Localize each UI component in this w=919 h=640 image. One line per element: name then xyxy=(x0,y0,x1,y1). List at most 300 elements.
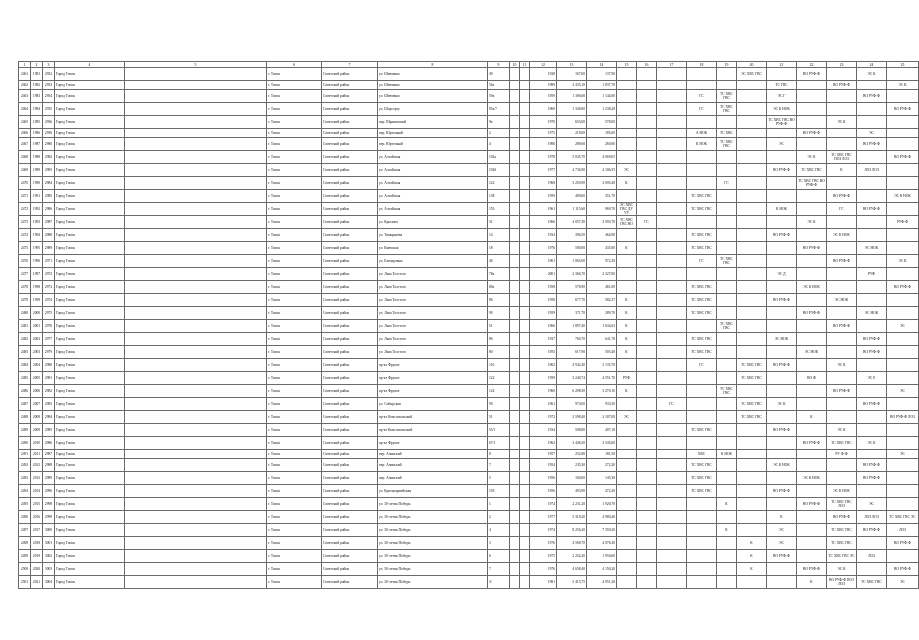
table-cell xyxy=(827,281,857,294)
table-cell: Город Томск xyxy=(55,372,125,385)
table-cell xyxy=(520,255,530,268)
table-cell: ЭС Д xyxy=(767,268,797,281)
table-cell xyxy=(797,511,827,524)
table-cell: 4 xyxy=(488,138,510,151)
table-cell: ТС ХВС ГВС xyxy=(687,229,717,242)
table-cell: 2986 xyxy=(43,203,55,216)
table-cell: ТС ХВС ГВС xyxy=(717,138,737,151)
table-cell xyxy=(125,511,267,524)
table-cell xyxy=(617,563,637,576)
table-cell: 578,00 xyxy=(587,116,617,129)
table-cell: К xyxy=(717,524,737,537)
table-row xyxy=(19,138,919,151)
table-cell: 2989 xyxy=(43,242,55,255)
table-cell: 124 xyxy=(488,385,510,398)
table-cell xyxy=(687,116,717,129)
table-cell xyxy=(887,333,919,346)
table-cell: ВО РУФ-Ф xyxy=(857,346,887,359)
table-cell xyxy=(510,424,520,437)
table-cell xyxy=(125,81,267,90)
table-cell: Город Томск xyxy=(55,537,125,550)
table-cell: 2987 xyxy=(43,216,55,229)
table-row xyxy=(19,268,919,281)
table-cell xyxy=(887,294,919,307)
table-cell: 2983 xyxy=(43,164,55,177)
table-cell xyxy=(510,307,520,320)
table-cell: 67/1 xyxy=(488,437,510,450)
table-cell: ТС ХВС ГВС xyxy=(687,424,717,437)
table-cell: 181,50 xyxy=(587,450,617,459)
table-cell: Советский район xyxy=(322,563,378,576)
table-cell xyxy=(687,177,717,190)
table-cell: 55/1 xyxy=(488,424,510,437)
table-cell: 102б xyxy=(488,164,510,177)
table-cell: Город Томск xyxy=(55,151,125,164)
table-cell xyxy=(520,281,530,294)
table-cell: ЭС xyxy=(887,385,919,398)
table-cell: ТС ХВС ГВС xyxy=(687,242,717,255)
table-cell xyxy=(520,424,530,437)
table-cell: ЭС К НОК xyxy=(767,459,797,472)
table-cell: 2497 xyxy=(19,524,31,537)
table-cell: 1996 xyxy=(31,255,43,268)
table-cell: Город Томск xyxy=(55,450,125,459)
table-cell xyxy=(737,177,767,190)
table-row xyxy=(19,242,919,255)
table-cell: 2482 xyxy=(19,333,31,346)
table-cell: пр-кт Фрунзе xyxy=(378,437,488,450)
table-cell: Советский район xyxy=(322,385,378,398)
table-cell: г. Томск xyxy=(267,511,322,524)
table-cell xyxy=(737,103,767,116)
table-cell: К xyxy=(767,511,797,524)
table-cell: 2478 xyxy=(19,281,31,294)
table-cell xyxy=(125,576,267,589)
table-cell: ЭС xyxy=(887,576,919,589)
table-cell: ВО РУФ-Ф xyxy=(887,151,919,164)
table-cell: 2009 xyxy=(31,424,43,437)
table-cell: ЭС К xyxy=(887,255,919,268)
table-cell: ул. Тимирязева xyxy=(378,229,488,242)
table-cell: Город Томск xyxy=(55,511,125,524)
table-cell: К xyxy=(737,563,767,576)
table-cell xyxy=(827,398,857,411)
table-cell xyxy=(687,385,717,398)
table-cell: г. Томск xyxy=(267,537,322,550)
table-cell: Советский район xyxy=(322,437,378,450)
table-cell xyxy=(125,190,267,203)
table-cell xyxy=(887,372,919,385)
table-cell: ЭС К НОК xyxy=(767,103,797,116)
table-cell: 1975 xyxy=(530,129,557,138)
table-cell: 2983 xyxy=(43,398,55,411)
table-cell xyxy=(827,472,857,485)
table-cell xyxy=(637,459,657,472)
table-cell xyxy=(827,216,857,229)
table-cell xyxy=(125,437,267,450)
table-cell xyxy=(510,485,520,498)
table-cell: 90 xyxy=(488,398,510,411)
table-cell xyxy=(520,563,530,576)
table-cell: Советский район xyxy=(322,81,378,90)
table-cell xyxy=(657,385,687,398)
table-cell xyxy=(657,294,687,307)
table-row xyxy=(19,411,919,424)
table-cell xyxy=(637,485,657,498)
table-cell: г. Томск xyxy=(267,498,322,511)
table-cell: 2 366,70 xyxy=(557,268,587,281)
table-cell xyxy=(617,498,637,511)
column-number: 8 xyxy=(378,62,488,68)
table-cell xyxy=(737,320,767,333)
table-cell: 1985 xyxy=(31,116,43,129)
table-cell xyxy=(717,268,737,281)
table-cell: г. Томск xyxy=(267,103,322,116)
table-cell: ГС xyxy=(827,203,857,216)
table-cell: ул. Сибирская xyxy=(378,398,488,411)
table-cell xyxy=(125,537,267,550)
table-cell: 760,70 xyxy=(557,333,587,346)
table-cell xyxy=(737,307,767,320)
table-cell: 1962 xyxy=(530,359,557,372)
table-cell: 1969 xyxy=(530,103,557,116)
table-cell: 1991 xyxy=(31,190,43,203)
table-cell xyxy=(510,333,520,346)
table-cell xyxy=(827,346,857,359)
table-cell: Город Томск xyxy=(55,229,125,242)
table-cell: 4 xyxy=(488,524,510,537)
table-cell: ТС ХВС ГВС xyxy=(687,281,717,294)
table-cell xyxy=(767,450,797,459)
table-cell xyxy=(767,385,797,398)
table-cell: 2004 xyxy=(31,359,43,372)
table-cell: Советский район xyxy=(322,537,378,550)
table-cell: г. Томск xyxy=(267,177,322,190)
table-cell xyxy=(797,524,827,537)
table-cell: 396,50 xyxy=(557,229,587,242)
table-cell: 1989 xyxy=(530,81,557,90)
table-cell xyxy=(125,103,267,116)
table-cell: Советский район xyxy=(322,550,378,563)
table-cell xyxy=(887,472,919,485)
table-cell xyxy=(737,424,767,437)
table-cell xyxy=(717,372,737,385)
table-cell xyxy=(125,255,267,268)
table-cell xyxy=(617,450,637,459)
table-cell xyxy=(125,116,267,129)
table-cell xyxy=(657,498,687,511)
table-cell xyxy=(797,255,827,268)
table-cell: 582,37 xyxy=(587,294,617,307)
table-cell xyxy=(657,437,687,450)
table-cell xyxy=(767,281,797,294)
table-cell: К xyxy=(797,411,827,424)
table-cell: 2463 xyxy=(19,90,31,103)
table-row xyxy=(19,563,919,576)
column-number: 15 xyxy=(617,62,637,68)
table-cell: 2 598,40 xyxy=(557,411,587,424)
table-cell xyxy=(717,411,737,424)
table-cell: 2001 xyxy=(530,268,557,281)
table-cell xyxy=(510,498,520,511)
table-row xyxy=(19,498,919,511)
table-cell xyxy=(887,268,919,281)
table-cell: 2468 xyxy=(19,151,31,164)
table-cell xyxy=(637,576,657,589)
table-cell: ТС ХВС ГВС xyxy=(827,524,857,537)
table-cell: ВО РУФ-Ф xyxy=(797,498,827,511)
table-cell: 2495 xyxy=(19,498,31,511)
table-cell xyxy=(637,229,657,242)
table-cell: 2001 xyxy=(31,320,43,333)
table-cell: ул. 30-летия Победы xyxy=(378,563,488,576)
table-row xyxy=(19,424,919,437)
table-cell xyxy=(637,116,657,129)
table-cell: 2980 xyxy=(43,359,55,372)
table-cell: ТС ХВС ГВС xyxy=(717,385,737,398)
table-cell: ул. 30-летия Победы xyxy=(378,537,488,550)
table-row xyxy=(19,281,919,294)
table-cell xyxy=(657,216,687,229)
table-cell: 3 345,60 xyxy=(587,437,617,450)
table-cell xyxy=(510,268,520,281)
table-cell: ТС ХВС ГВС xyxy=(687,203,717,216)
table-cell: Советский район xyxy=(322,255,378,268)
table-cell: К НОК xyxy=(687,138,717,151)
table-cell: ВО РУФ-Ф xyxy=(767,294,797,307)
table-cell xyxy=(617,576,637,589)
table-cell xyxy=(657,190,687,203)
table-cell xyxy=(827,307,857,320)
table-cell: 972,20 xyxy=(587,255,617,268)
table-cell: ул. Алтайская xyxy=(378,203,488,216)
table-cell: К НОК xyxy=(767,203,797,216)
table-cell: г. Томск xyxy=(267,129,322,138)
table-cell xyxy=(520,242,530,255)
column-number: 12 xyxy=(530,62,557,68)
table-cell: ГС xyxy=(717,177,737,190)
table-cell xyxy=(657,524,687,537)
table-cell xyxy=(510,385,520,398)
table-cell xyxy=(827,90,857,103)
table-cell xyxy=(797,459,827,472)
table-cell: ул. Киевская xyxy=(378,242,488,255)
table-cell xyxy=(737,164,767,177)
table-cell: 435,00 xyxy=(587,242,617,255)
table-cell: 2981 xyxy=(43,372,55,385)
table-cell xyxy=(520,216,530,229)
table-cell: РУФ-Ф xyxy=(887,216,919,229)
table-cell xyxy=(827,138,857,151)
table-cell: 2499 xyxy=(19,550,31,563)
table-cell: ул. Льва Толстого xyxy=(378,294,488,307)
table-cell: 4 568,70 xyxy=(557,537,587,550)
table-cell: 1934 xyxy=(530,229,557,242)
table-cell xyxy=(887,485,919,498)
table-cell xyxy=(125,203,267,216)
table-cell: 2935 xyxy=(43,103,55,116)
table-row xyxy=(19,177,919,190)
table-cell xyxy=(520,320,530,333)
table-cell xyxy=(737,229,767,242)
table-row xyxy=(19,129,919,138)
table-cell xyxy=(637,563,657,576)
table-row xyxy=(19,203,919,216)
table-cell xyxy=(887,437,919,450)
table-cell: 1 920,70 xyxy=(587,498,617,511)
table-cell: 1 837,70 xyxy=(587,81,617,90)
table-row xyxy=(19,190,919,203)
table-cell xyxy=(637,537,657,550)
table-cell: ЭС ХВС ГВС xyxy=(737,68,767,81)
table-cell: 1966 xyxy=(530,216,557,229)
table-cell xyxy=(125,450,267,459)
table-cell: 1976 xyxy=(530,242,557,255)
table-cell xyxy=(637,346,657,359)
table-cell: Город Томск xyxy=(55,268,125,281)
table-cell xyxy=(637,372,657,385)
table-cell xyxy=(510,90,520,103)
table-row xyxy=(19,450,919,459)
table-cell xyxy=(637,450,657,459)
table-cell xyxy=(797,116,827,129)
table-cell xyxy=(617,472,637,485)
table-cell: ТС ХВС ГВС xyxy=(687,472,717,485)
table-cell xyxy=(887,459,919,472)
table-cell xyxy=(737,524,767,537)
table-cell: 1 897,40 xyxy=(557,320,587,333)
table-cell xyxy=(520,294,530,307)
table-cell: 1966 xyxy=(530,320,557,333)
table-cell xyxy=(617,459,637,472)
table-cell xyxy=(857,359,887,372)
table-cell: 1994 xyxy=(31,229,43,242)
table-cell: 1958 xyxy=(530,294,557,307)
table-cell: 9а xyxy=(488,116,510,129)
table-cell: ТС ХВС ГВС xyxy=(717,255,737,268)
table-cell: 409,00 xyxy=(557,190,587,203)
table-cell: 1974 xyxy=(530,498,557,511)
table-cell: РУФ xyxy=(617,372,637,385)
table-cell xyxy=(637,398,657,411)
table-cell: 1937 xyxy=(530,333,557,346)
table-cell: 7 xyxy=(488,563,510,576)
table-cell xyxy=(657,307,687,320)
table-cell xyxy=(657,242,687,255)
table-cell: 969,70 xyxy=(587,203,617,216)
table-cell xyxy=(717,424,737,437)
table-cell xyxy=(637,177,657,190)
table-cell: 1 xyxy=(488,498,510,511)
table-cell: Советский район xyxy=(322,372,378,385)
table-cell: 3001 xyxy=(43,537,55,550)
table-cell: 1997 xyxy=(31,268,43,281)
table-cell xyxy=(520,550,530,563)
table-cell: ТС ХВС ГВС ЭС xyxy=(827,550,857,563)
table-cell: г. Томск xyxy=(267,242,322,255)
table-cell xyxy=(687,151,717,164)
table-cell xyxy=(520,450,530,459)
table-cell: 2979 xyxy=(43,346,55,359)
table-cell: 493,90 xyxy=(557,485,587,498)
table-cell: 95а/7 xyxy=(488,103,510,116)
table-cell xyxy=(737,129,767,138)
table-cell xyxy=(767,472,797,485)
table-cell: 103 xyxy=(488,485,510,498)
column-number: 9 xyxy=(488,62,510,68)
table-cell: 2012 xyxy=(31,459,43,472)
table-cell: 2988 xyxy=(43,459,55,472)
table-cell: 1989 xyxy=(31,164,43,177)
table-cell: 1928 xyxy=(530,68,557,81)
table-row xyxy=(19,459,919,472)
table-row xyxy=(19,294,919,307)
table-cell xyxy=(857,281,887,294)
table-cell: Советский район xyxy=(322,116,378,129)
table-cell: ТС ХВС ГВС xyxy=(717,90,737,103)
table-cell: 1959 xyxy=(530,307,557,320)
table-cell xyxy=(125,320,267,333)
table-cell xyxy=(637,359,657,372)
table-cell: 4 106,55 xyxy=(587,164,617,177)
table-cell: 2021 xyxy=(31,576,43,589)
table-cell: Советский район xyxy=(322,68,378,81)
table-cell xyxy=(637,138,657,151)
table-cell: ВО РУФ-Ф xyxy=(887,537,919,550)
table-cell xyxy=(520,138,530,151)
table-cell: г. Томск xyxy=(267,268,322,281)
table-cell: 2 327,00 xyxy=(587,268,617,281)
table-row xyxy=(19,437,919,450)
table-cell xyxy=(657,563,687,576)
table-cell xyxy=(657,511,687,524)
table-cell: 1993 xyxy=(31,216,43,229)
table-cell xyxy=(637,242,657,255)
table-cell: 2496 xyxy=(19,511,31,524)
table-cell: ул. Красноармейская xyxy=(378,485,488,498)
table-cell: Город Томск xyxy=(55,411,125,424)
table-cell: ТС ХВС ГВС ВО РУФ-Ф xyxy=(767,116,797,129)
table-cell: 3 593,70 xyxy=(587,216,617,229)
table-cell: 2986 xyxy=(43,437,55,450)
table-cell: 2 xyxy=(488,129,510,138)
table-cell xyxy=(520,524,530,537)
table-cell xyxy=(737,203,767,216)
table-cell xyxy=(617,524,637,537)
table-cell xyxy=(737,190,767,203)
table-cell xyxy=(657,359,687,372)
table-cell: г. Томск xyxy=(267,216,322,229)
table-cell: пер. Юрточный xyxy=(378,138,488,151)
table-cell: ВО РУФ-Ф ПОЗ ЛОЗ xyxy=(827,576,857,589)
table-cell: г. Томск xyxy=(267,294,322,307)
table-cell: 2489 xyxy=(19,424,31,437)
table-cell xyxy=(520,229,530,242)
table-cell xyxy=(687,537,717,550)
table-cell xyxy=(125,281,267,294)
table-cell: 2972 xyxy=(43,268,55,281)
table-cell xyxy=(857,81,887,90)
table-cell xyxy=(125,164,267,177)
table-cell: ул. Елизаровых xyxy=(378,255,488,268)
table-cell xyxy=(510,138,520,151)
column-number: 22 xyxy=(797,62,827,68)
table-cell: 3 250,90 xyxy=(557,177,587,190)
table-row xyxy=(19,216,919,229)
table-cell: Город Томск xyxy=(55,255,125,268)
table-cell: 2500 xyxy=(19,563,31,576)
table-cell: 1961 xyxy=(530,255,557,268)
